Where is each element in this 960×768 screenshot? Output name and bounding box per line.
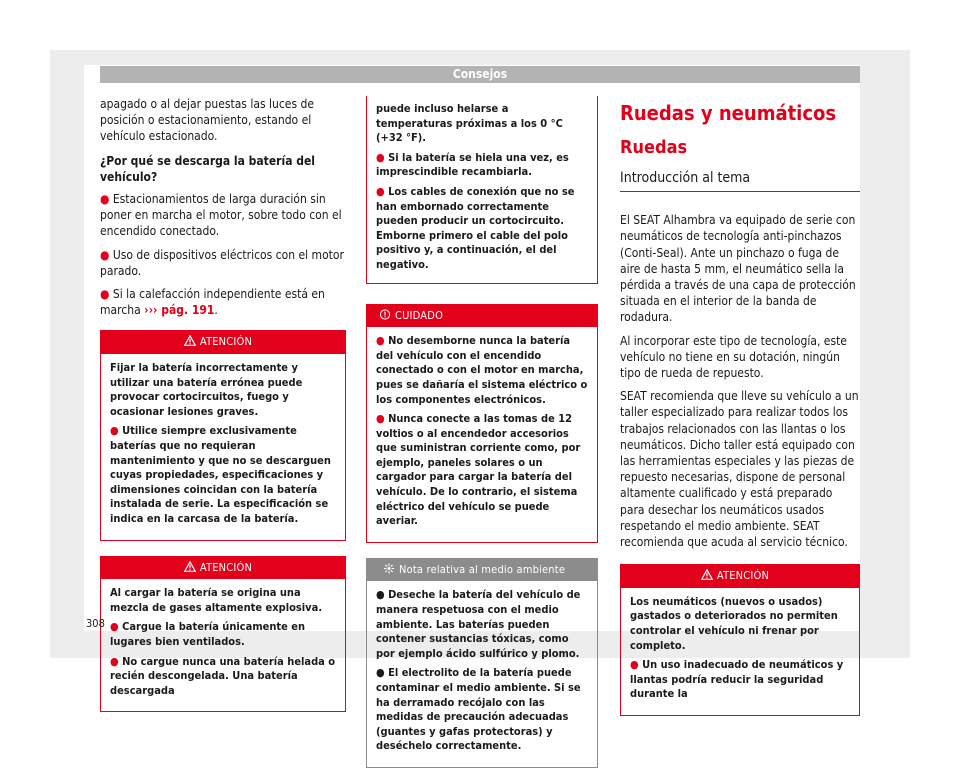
section-title: Ruedas [620, 137, 688, 158]
list-item: ● Si la calefacción independiente está en marcha ››› pág. 191. [100, 287, 325, 318]
bullet-icon: ● [630, 658, 643, 672]
warning-header: ATENCIÓN [101, 331, 345, 354]
warning-text: Fijar la batería incorrectamente y utilizar una batería errónea puede provocar cortocircuitos, fuego y ocasionar lesiones graves. [110, 361, 303, 418]
bullet-icon: ● [100, 287, 113, 302]
warning-triangle-icon [184, 561, 196, 572]
warning-body [101, 579, 345, 711]
warning-text: Los neumáticos (nuevos o usados) gastados o deteriorados no permiten controlar el vehículo ni frenar por completo. [630, 594, 838, 652]
paragraph: El SEAT Alhambra va equipado de serie con neumáticos de tecnología anti-pinchazos (Conti-Seal). Ante un pinchazo o fuga de aire de hasta 5 mm, el neumático sella la pérdida a través de una capa de protección situada en el interior de la banda de rodadura. [620, 213, 856, 325]
chapter-title: Ruedas y neumáticos [620, 101, 837, 125]
environment-bullet: ● El electrolito de la batería puede contaminar el medio ambiente. Si se ha derramado recójalo con las medidas de precaución adecuadas (guantes y gafas protectoras) y deséchelo correctamente. [376, 666, 581, 753]
warning-body [101, 354, 345, 540]
subsection-title: Introducción al tema [620, 170, 860, 192]
section-header: Consejos [100, 66, 860, 83]
paragraph: SEAT recomienda que lleve su vehículo a un taller especializado para realizar todos los trabajos relacionados con las llantas o los neumáticos. Dicho taller está equipado con las herramientas especiales y las piezas de repuesto necesarias, dispone de personal altamente cualificado y está preparado para desechar los neumáticos usados respetando el medio ambiente. SEAT recomienda que acuda al servicio técnico. [620, 389, 859, 550]
environment-note-body [367, 581, 597, 767]
environment-note-header: Nota relativa al medio ambiente [367, 559, 597, 582]
warning-bullet: ● Cargue la batería únicamente en lugares bien ventilados. [110, 620, 306, 648]
warning-triangle-icon [701, 569, 713, 580]
bullet-icon: ● [376, 150, 389, 164]
environment-bullet: ● Deseche la batería del vehículo de manera respetuosa con el medio ambiente. Las baterías pueden contener sustancias tóxicas, como por ejemplo ácido sulfúrico y plomo. [376, 588, 581, 660]
column-3 [620, 96, 860, 716]
environment-note-box [366, 558, 598, 768]
warning-bullet: ● No cargue nunca una batería helada o recién descongelada. Una batería descargada [110, 654, 336, 697]
bullet-icon: ● [376, 666, 389, 680]
warning-text: Al cargar la batería se origina una mezcla de gases altamente explosiva. [110, 586, 323, 614]
bullet-icon: ● [100, 192, 113, 207]
page-reference-link[interactable]: ››› pág. 191 [144, 303, 215, 318]
bullet-icon: ● [110, 620, 123, 634]
warning-bullet: ● Un uso inadecuado de neumáticos y llantas podría reducir la seguridad durante la [630, 658, 844, 701]
page-number: 308 [86, 617, 105, 630]
caution-circle-icon [379, 309, 391, 320]
paragraph: Al incorporar este tipo de tecnología, este vehículo no tiene en su dotación, ningún tipo de rueda de repuesto. [620, 333, 847, 381]
caution-header: CUIDADO [367, 305, 597, 328]
column-1 [100, 96, 346, 712]
bullet-icon: ● [110, 654, 123, 668]
warning-body [621, 588, 859, 715]
bullet-icon: ● [110, 424, 123, 438]
list-item: ● Uso de dispositivos eléctricos con el motor parado. [100, 247, 344, 278]
warning-bullet: ● Si la batería se hiela una vez, es imprescindible recambiarla. [376, 150, 569, 179]
bullet-icon: ● [100, 247, 113, 262]
warning-box [100, 330, 346, 540]
bullet-icon: ● [376, 588, 389, 602]
caution-box [366, 304, 598, 543]
column-2 [366, 96, 598, 768]
caution-bullet: ● No desemborne nunca la batería del vehículo con el encendido conectado o con el motor en marcha, pues se dañaría el sistema eléctrico o los componentes electrónicos. [376, 334, 588, 406]
bullet-icon: ● [376, 184, 389, 198]
caution-body [367, 327, 597, 542]
warning-box [100, 556, 346, 713]
warning-text: puede incluso helarse a temperaturas próximas a los 0 °C (+32 °F). [376, 102, 563, 145]
warning-continuation [366, 96, 598, 284]
list-item: ● Estacionamientos de larga duración sin poner en marcha el motor, sobre todo con el encendido conectado. [100, 192, 342, 239]
warning-header: ATENCIÓN [101, 557, 345, 580]
leaf-icon [383, 563, 395, 574]
warning-bullet: ● Utilice siempre exclusivamente baterías que no requieran mantenimiento y que no se descarguen cuyas propiedades, especificaciones y dimensiones coincidan con la batería instalada de serie. La especificación se indica en la carcasa de la batería. [110, 424, 331, 525]
warning-triangle-icon [184, 335, 196, 346]
warning-header: ATENCIÓN [621, 565, 859, 588]
bullet-icon: ● [376, 412, 389, 426]
warning-bullet: ● Los cables de conexión que no se han embornado correctamente pueden producir un cortocircuito. Emborne primero el cable del polo positivo y, a continuación, el del negativo. [376, 184, 575, 271]
bullet-icon: ● [376, 334, 389, 348]
caution-bullet: ● Nunca conecte a las tomas de 12 voltios o al encendedor accesorios que suministran corriente como, por ejemplo, paneles solares o un cargador para cargar la batería del vehículo. De lo contrario, el sistema eléctrico del vehículo se puede averiar. [376, 412, 581, 528]
warning-box [620, 564, 860, 716]
question-heading: ¿Por qué se descarga la batería del vehículo? [100, 153, 315, 184]
paragraph: apagado o al dejar puestas las luces de posición o estacionamiento, estando el vehículo estacionado. [100, 97, 315, 144]
